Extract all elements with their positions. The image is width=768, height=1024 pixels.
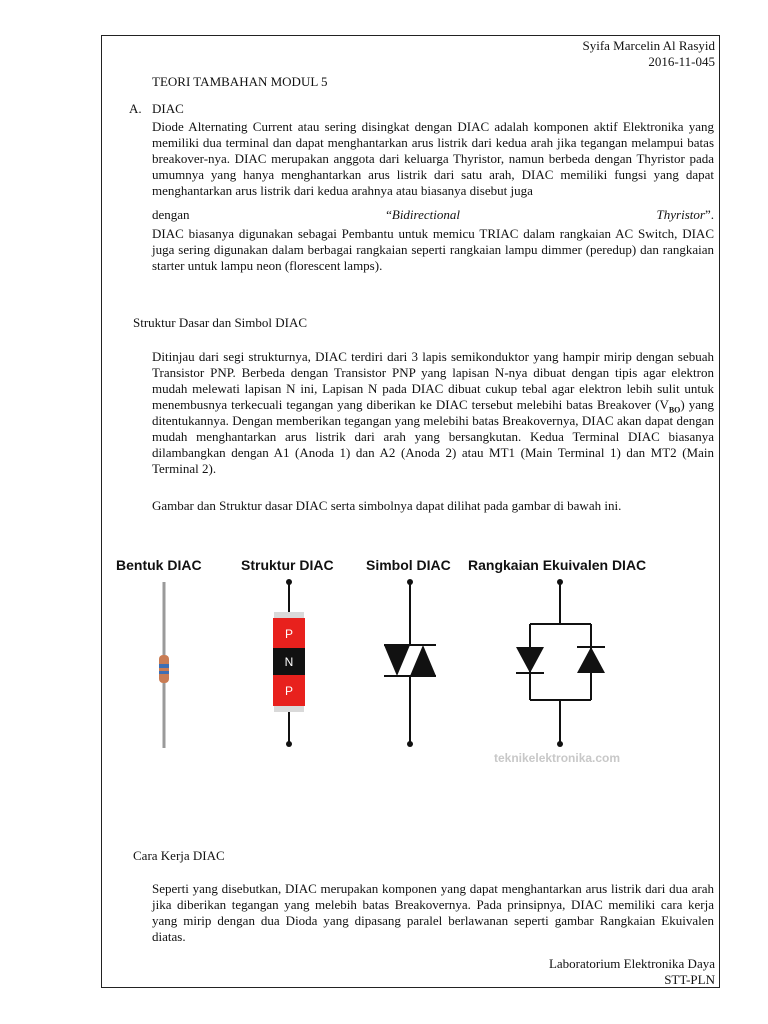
diac-equivalent-circuit bbox=[516, 579, 605, 747]
bidirectional-term: “Bidirectional bbox=[386, 207, 460, 222]
label-simbol-diac: Simbol DIAC bbox=[366, 557, 451, 573]
section-heading-diac: DIAC bbox=[152, 101, 184, 116]
layer-label-n: N bbox=[284, 655, 294, 669]
structure-cap-bottom bbox=[274, 706, 304, 712]
structure-cap-top bbox=[274, 612, 304, 618]
struktur-heading: Struktur Dasar dan Simbol DIAC bbox=[133, 315, 308, 330]
diac-component-photo bbox=[159, 582, 169, 748]
footer-institution: STT-PLN bbox=[664, 972, 715, 987]
page-title: TEORI TAMBAHAN MODUL 5 bbox=[152, 74, 328, 89]
diac-structure bbox=[273, 579, 305, 747]
cara-kerja-heading: Cara Kerja DIAC bbox=[133, 848, 225, 863]
diac-symbol bbox=[384, 579, 436, 747]
diac-paragraph-1: Diode Alternating Current atau sering disingkat dengan DIAC adalah komponen aktif Elektronika yang memiliki dua terminal dan dapat menghantarkan arus listrik dari kedua arah jika tegangan melampui batas breakover-nya. DIAC merupakan anggota dari keluarga Thyristor, namun berbeda dengan Thyristor pada umumnya yang hanya menghantarkan arus listrik dari satu arah, DIAC memiliki fungsi yang dapat menghantarkan arus listrik dari kedua arahnya atau biasanya disebut juga bbox=[152, 119, 714, 198]
layer-label-p-bottom: P bbox=[284, 684, 294, 698]
label-struktur-diac: Struktur DIAC bbox=[241, 557, 334, 573]
diac-paragraph-2: DIAC biasanya digunakan sebagai Pembantu untuk memicu TRIAC dalam rangkaian AC Switch, DIAC juga sering digunakan dalam berbagai rangkaian seperti rangkaian lampu dimmer (peredup) dan rangkaian starter untuk lampu neon (florescent lamps). bbox=[152, 226, 714, 273]
footer-lab: Laboratorium Elektronika Daya bbox=[548, 956, 715, 971]
figure-watermark: teknikelektronika.com bbox=[494, 751, 621, 765]
layer-label-p-top: P bbox=[284, 627, 294, 641]
struktur-paragraph-2: Gambar dan Struktur dasar DIAC serta simbolnya dapat dilihat pada gambar di bawah ini. bbox=[152, 498, 622, 513]
struktur-paragraph-1: Ditinjau dari segi strukturnya, DIAC terdiri dari 3 lapis semikonduktor yang hampir mirip dengan sebuah Transistor PNP. Berbeda dengan Transistor PNP yang lapisan N-nya dibuat dengan tipis agar elektron mudah melewati lapisan N ini, Lapisan N pada DIAC dibuat cukup tebal agar elektron lebih sulit untuk menembusnya terkecuali tegangan yang diberikan ke DIAC tersebut melebihi batas Breakover $(V_{BO})$ yang ditentukannya. Dengan memberikan tegangan yang melebihi batas Breakovernya, DIAC akan dapat dengan mudah menghantarkan arus listrik dari arah yang bersangkutan. Kedua Terminal DIAC biasanya dilambangkan dengan A1 (Anoda 1) dan A2 (Anoda 2) atau MT1 (Main Terminal 1) dan MT2 (Main Terminal 2). bbox=[152, 349, 715, 476]
label-bentuk-diac: Bentuk DIAC bbox=[116, 557, 202, 573]
label-rangkaian-ekuivalen: Rangkaian Ekuivalen DIAC bbox=[468, 557, 647, 573]
word-dengan: dengan bbox=[152, 207, 190, 222]
section-marker: A. bbox=[129, 101, 142, 116]
author-name: Syifa Marcelin Al Rasyid bbox=[582, 38, 715, 53]
cara-kerja-paragraph: Seperti yang disebutkan, DIAC merupakan komponen yang dapat menghantarkan arus listrik dari dua arah jika diberikan tegangan yang melebih batas Breakovernya. Pada prinsipnya, DIAC memiliki cara kerja yang mirip dengan dua Dioda yang dipasang paralel berlawanan seperti gambar Rangkaian Ekuivalen diatas. bbox=[152, 881, 714, 944]
student-id: 2016-11-045 bbox=[648, 54, 715, 69]
thyristor-term: Thyristor”. bbox=[656, 207, 714, 222]
